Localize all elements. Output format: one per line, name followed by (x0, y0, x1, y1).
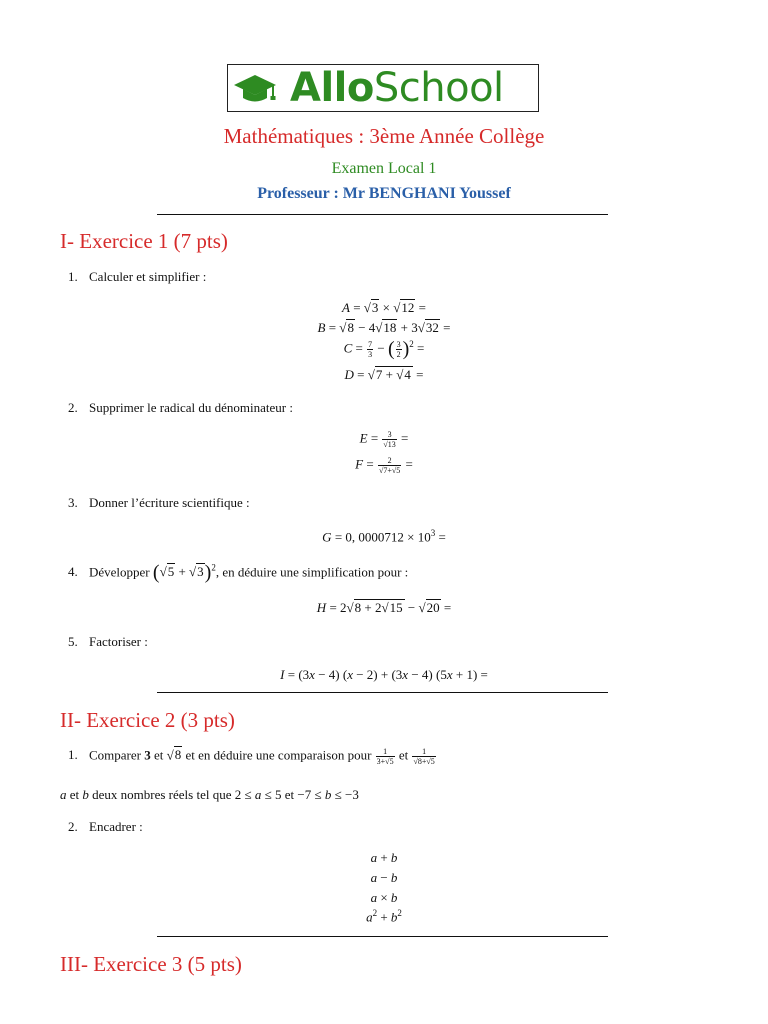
professor-name: Professeur : Mr BENGHANI Youssef (257, 185, 511, 202)
exercise-3-title: III- Exercice 3 (5 pts) (60, 952, 242, 976)
exam-subtitle: Examen Local 1 (331, 160, 437, 177)
document-title: Mathématiques : 3ème Année Collège (223, 124, 545, 148)
ex1-question-4: 4. Développer $(√5 + √3)^2$, en déduire une simplification pour : (68, 562, 409, 584)
ex2-question-2: 2. Encadrer : (68, 819, 143, 834)
expression-product: a × b (370, 890, 398, 905)
alloschool-logo (227, 64, 539, 112)
ex1-question-3: 3. Donner l’écriture scientifique : (68, 495, 250, 510)
ex2-question-1: 1. Comparer 3 et √8 et en déduire une comparaison pour $\frac{1}{3+√5}$ et $\frac{1}{√8+√5}$ (68, 747, 435, 766)
graduation-cap-icon (233, 72, 277, 106)
equation-f: F = $\frac{2}{√7+√5}$ = (355, 456, 413, 475)
divider (157, 692, 608, 693)
expression-sum: a + b (370, 850, 398, 865)
equation-d: D = √7 + √4 = (344, 367, 424, 382)
equation-i: I = (3x − 4) (x − 2) + (3x − 4) (5x + 1) = (280, 667, 488, 682)
ex1-question-2: 2. Supprimer le radical du dénominateur : (68, 400, 293, 415)
divider (157, 214, 608, 215)
ex1-question-1: 1. Calculer et simplifier : (68, 269, 207, 284)
equation-g: G = 0, $0000712 \times 10^3$ = (322, 528, 446, 545)
expression-squares: $a^2 + b^2$ (366, 908, 402, 925)
expression-difference: a − b (370, 870, 398, 885)
equation-e: E = $\frac{3}{√13}$ = (359, 430, 409, 449)
ex1-question-5: 5. Factoriser : (68, 634, 148, 649)
equation-h: H = 2√8 + 2√15 − √20 = (316, 600, 452, 615)
equation-b: B = √8 − 4√18 + 3√32 = (317, 320, 451, 335)
ex2-intro: a et b deux nombres réels tel que 2 ≤ a ≤ 5 et −7 ≤ b ≤ −3 (60, 787, 359, 802)
logo-text: AlloSchool (290, 65, 504, 111)
exercise-2-title: II- Exercice 2 (3 pts) (60, 708, 235, 732)
exercise-1-title: I- Exercice 1 (7 pts) (60, 229, 228, 253)
equation-a: A = √3 × √12 = (342, 300, 426, 315)
equation-c: C = $\frac{7}{3}$ − ( $\frac{3}{2}$ )$^2$ = (343, 338, 425, 360)
divider (157, 936, 608, 937)
